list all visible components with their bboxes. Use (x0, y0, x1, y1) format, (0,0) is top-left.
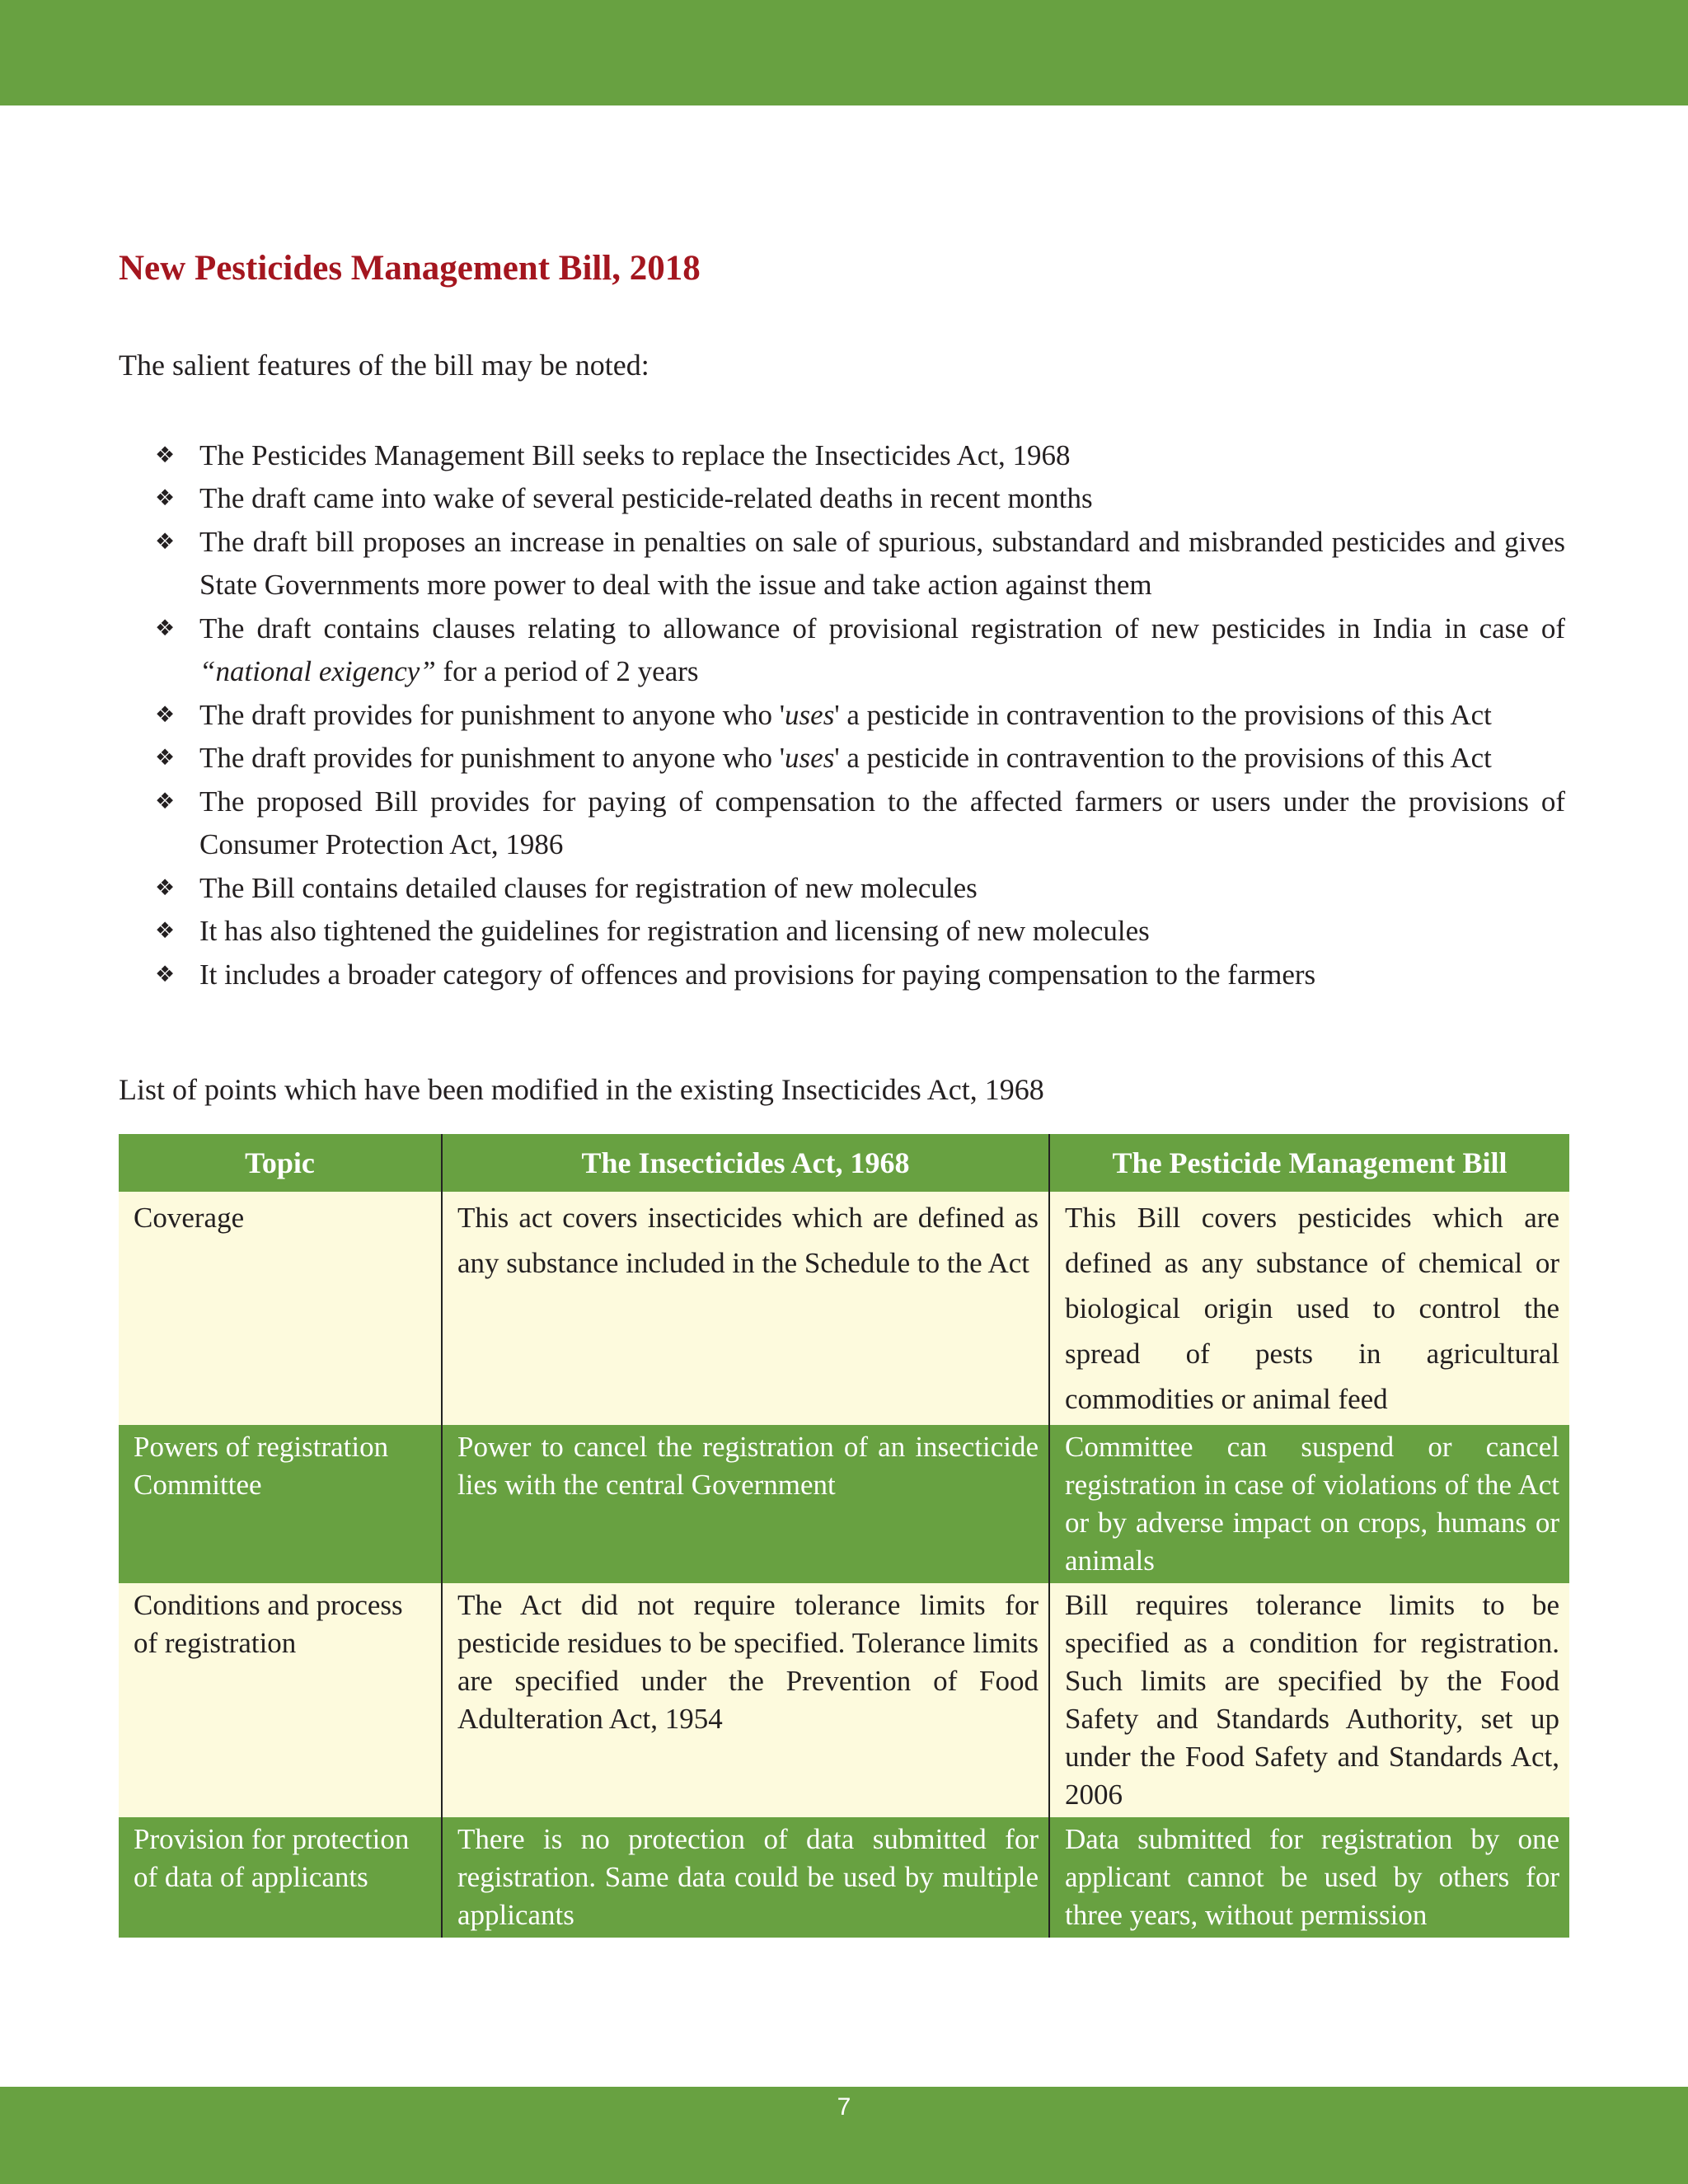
list-item (119, 910, 1569, 954)
diamond-bullet-icon: ❖ (155, 701, 176, 728)
act-cell: The Act did not require tolerance limits for pesticide residues to be specified. Tolerance limits are specified under the Prevention of Food Adulteration Act, 1954 (442, 1583, 1049, 1817)
diamond-bullet-icon: ❖ (155, 961, 176, 987)
list-item (119, 780, 1569, 867)
page-number: 7 (837, 2093, 851, 2121)
diamond-bullet-icon: ❖ (155, 918, 176, 944)
table-row (119, 1817, 1569, 1938)
act-cell: There is no protection of data submitted for registration. Same data could be used by multiple applicants (442, 1817, 1049, 1938)
topic-cell: Coverage (119, 1192, 442, 1425)
topic-cell: Powers of registration Committee (119, 1425, 442, 1583)
topic-cell: Provision for protection of data of applicants (119, 1817, 442, 1938)
list-item (119, 477, 1569, 521)
page-content (119, 247, 1569, 1938)
list-item (119, 694, 1569, 738)
list-item-emphasis: uses (785, 698, 835, 731)
list-item-text: The draft provides for punishment to anyone who ' (199, 698, 785, 731)
bill-cell: This Bill covers pesticides which are defined as any substance of chemical or biological origin used to control the spread of pests in agricultural commodities or animal feed (1049, 1192, 1569, 1425)
header-insecticides-act: The Insecticides Act, 1968 (442, 1134, 1049, 1192)
list-item-text: The Bill contains detailed clauses for registration of new molecules (199, 871, 978, 904)
table-row (119, 1425, 1569, 1583)
header-topic: Topic (119, 1134, 442, 1192)
diamond-bullet-icon: ❖ (155, 528, 176, 555)
list-item (119, 867, 1569, 911)
list-item-text: It has also tightened the guidelines for registration and licensing of new molecules (199, 915, 1150, 948)
diamond-bullet-icon: ❖ (155, 442, 176, 468)
intro-paragraph: The salient features of the bill may be noted: (119, 348, 649, 382)
header-band (0, 0, 1688, 105)
act-cell: This act covers insecticides which are defined as any substance included in the Schedule to the Act (442, 1192, 1049, 1425)
list-item (119, 434, 1569, 478)
list-item-text: The draft contains clauses relating to allowance of provisional registration of new pesticides in India in case of (199, 612, 1565, 644)
list-item-text: The draft bill proposes an increase in penalties on sale of spurious, substandard and misbranded pesticides and gives State Governments more power to deal with the issue and take action against them (199, 525, 1565, 602)
list-item (119, 607, 1569, 694)
list-item (119, 954, 1569, 997)
comparison-table (119, 1134, 1569, 1938)
list-item-text: It includes a broader category of offences and provisions for paying compensation to the farmers (199, 958, 1316, 991)
list-item (119, 521, 1569, 607)
diamond-bullet-icon: ❖ (155, 788, 176, 814)
diamond-bullet-icon: ❖ (155, 874, 176, 901)
page-title: New Pesticides Management Bill, 2018 (119, 249, 701, 288)
list-item-text: ' a pesticide in contravention to the provisions of this Act (834, 742, 1492, 775)
table-caption: List of points which have been modified in the existing Insecticides Act, 1968 (119, 1073, 1044, 1107)
features-list (119, 434, 1569, 997)
bill-cell: Bill requires tolerance limits to be specified as a condition for registration. Such limits are specified by the Food Safety and Standards Authority, set up under the Food Safety and Standards Act, 2006 (1049, 1583, 1569, 1817)
diamond-bullet-icon: ❖ (155, 485, 176, 512)
list-item-text: The draft came into wake of several pesticide-related deaths in recent months (199, 482, 1093, 515)
bill-cell: Committee can suspend or cancel registration in case of violations of the Act or by adverse impact on crops, humans or animals (1049, 1425, 1569, 1583)
list-item-text: The Pesticides Management Bill seeks to replace the Insecticides Act, 1968 (199, 438, 1071, 471)
diamond-bullet-icon: ❖ (155, 615, 176, 641)
table-header-row (119, 1134, 1569, 1192)
topic-cell: Conditions and process of registration (119, 1583, 442, 1817)
list-item-text: ' a pesticide in contravention to the provisions of this Act (834, 698, 1492, 731)
header-pesticide-bill: The Pesticide Management Bill (1049, 1134, 1569, 1192)
list-item (119, 737, 1569, 780)
list-item-emphasis: “national exigency” (199, 655, 436, 688)
list-item-text: for a period of 2 years (435, 655, 699, 688)
act-cell: Power to cancel the registration of an insecticide lies with the central Government (442, 1425, 1049, 1583)
list-item-emphasis: uses (785, 742, 835, 775)
table-row (119, 1583, 1569, 1817)
diamond-bullet-icon: ❖ (155, 745, 176, 771)
list-item-text: The proposed Bill provides for paying of compensation to the affected farmers or users under the provisions of Consumer Protection Act, 1986 (199, 785, 1565, 861)
bill-cell: Data submitted for registration by one applicant cannot be used by others for three years, without permission (1049, 1817, 1569, 1938)
list-item-text: The draft provides for punishment to anyone who ' (199, 742, 785, 775)
table-row (119, 1192, 1569, 1425)
